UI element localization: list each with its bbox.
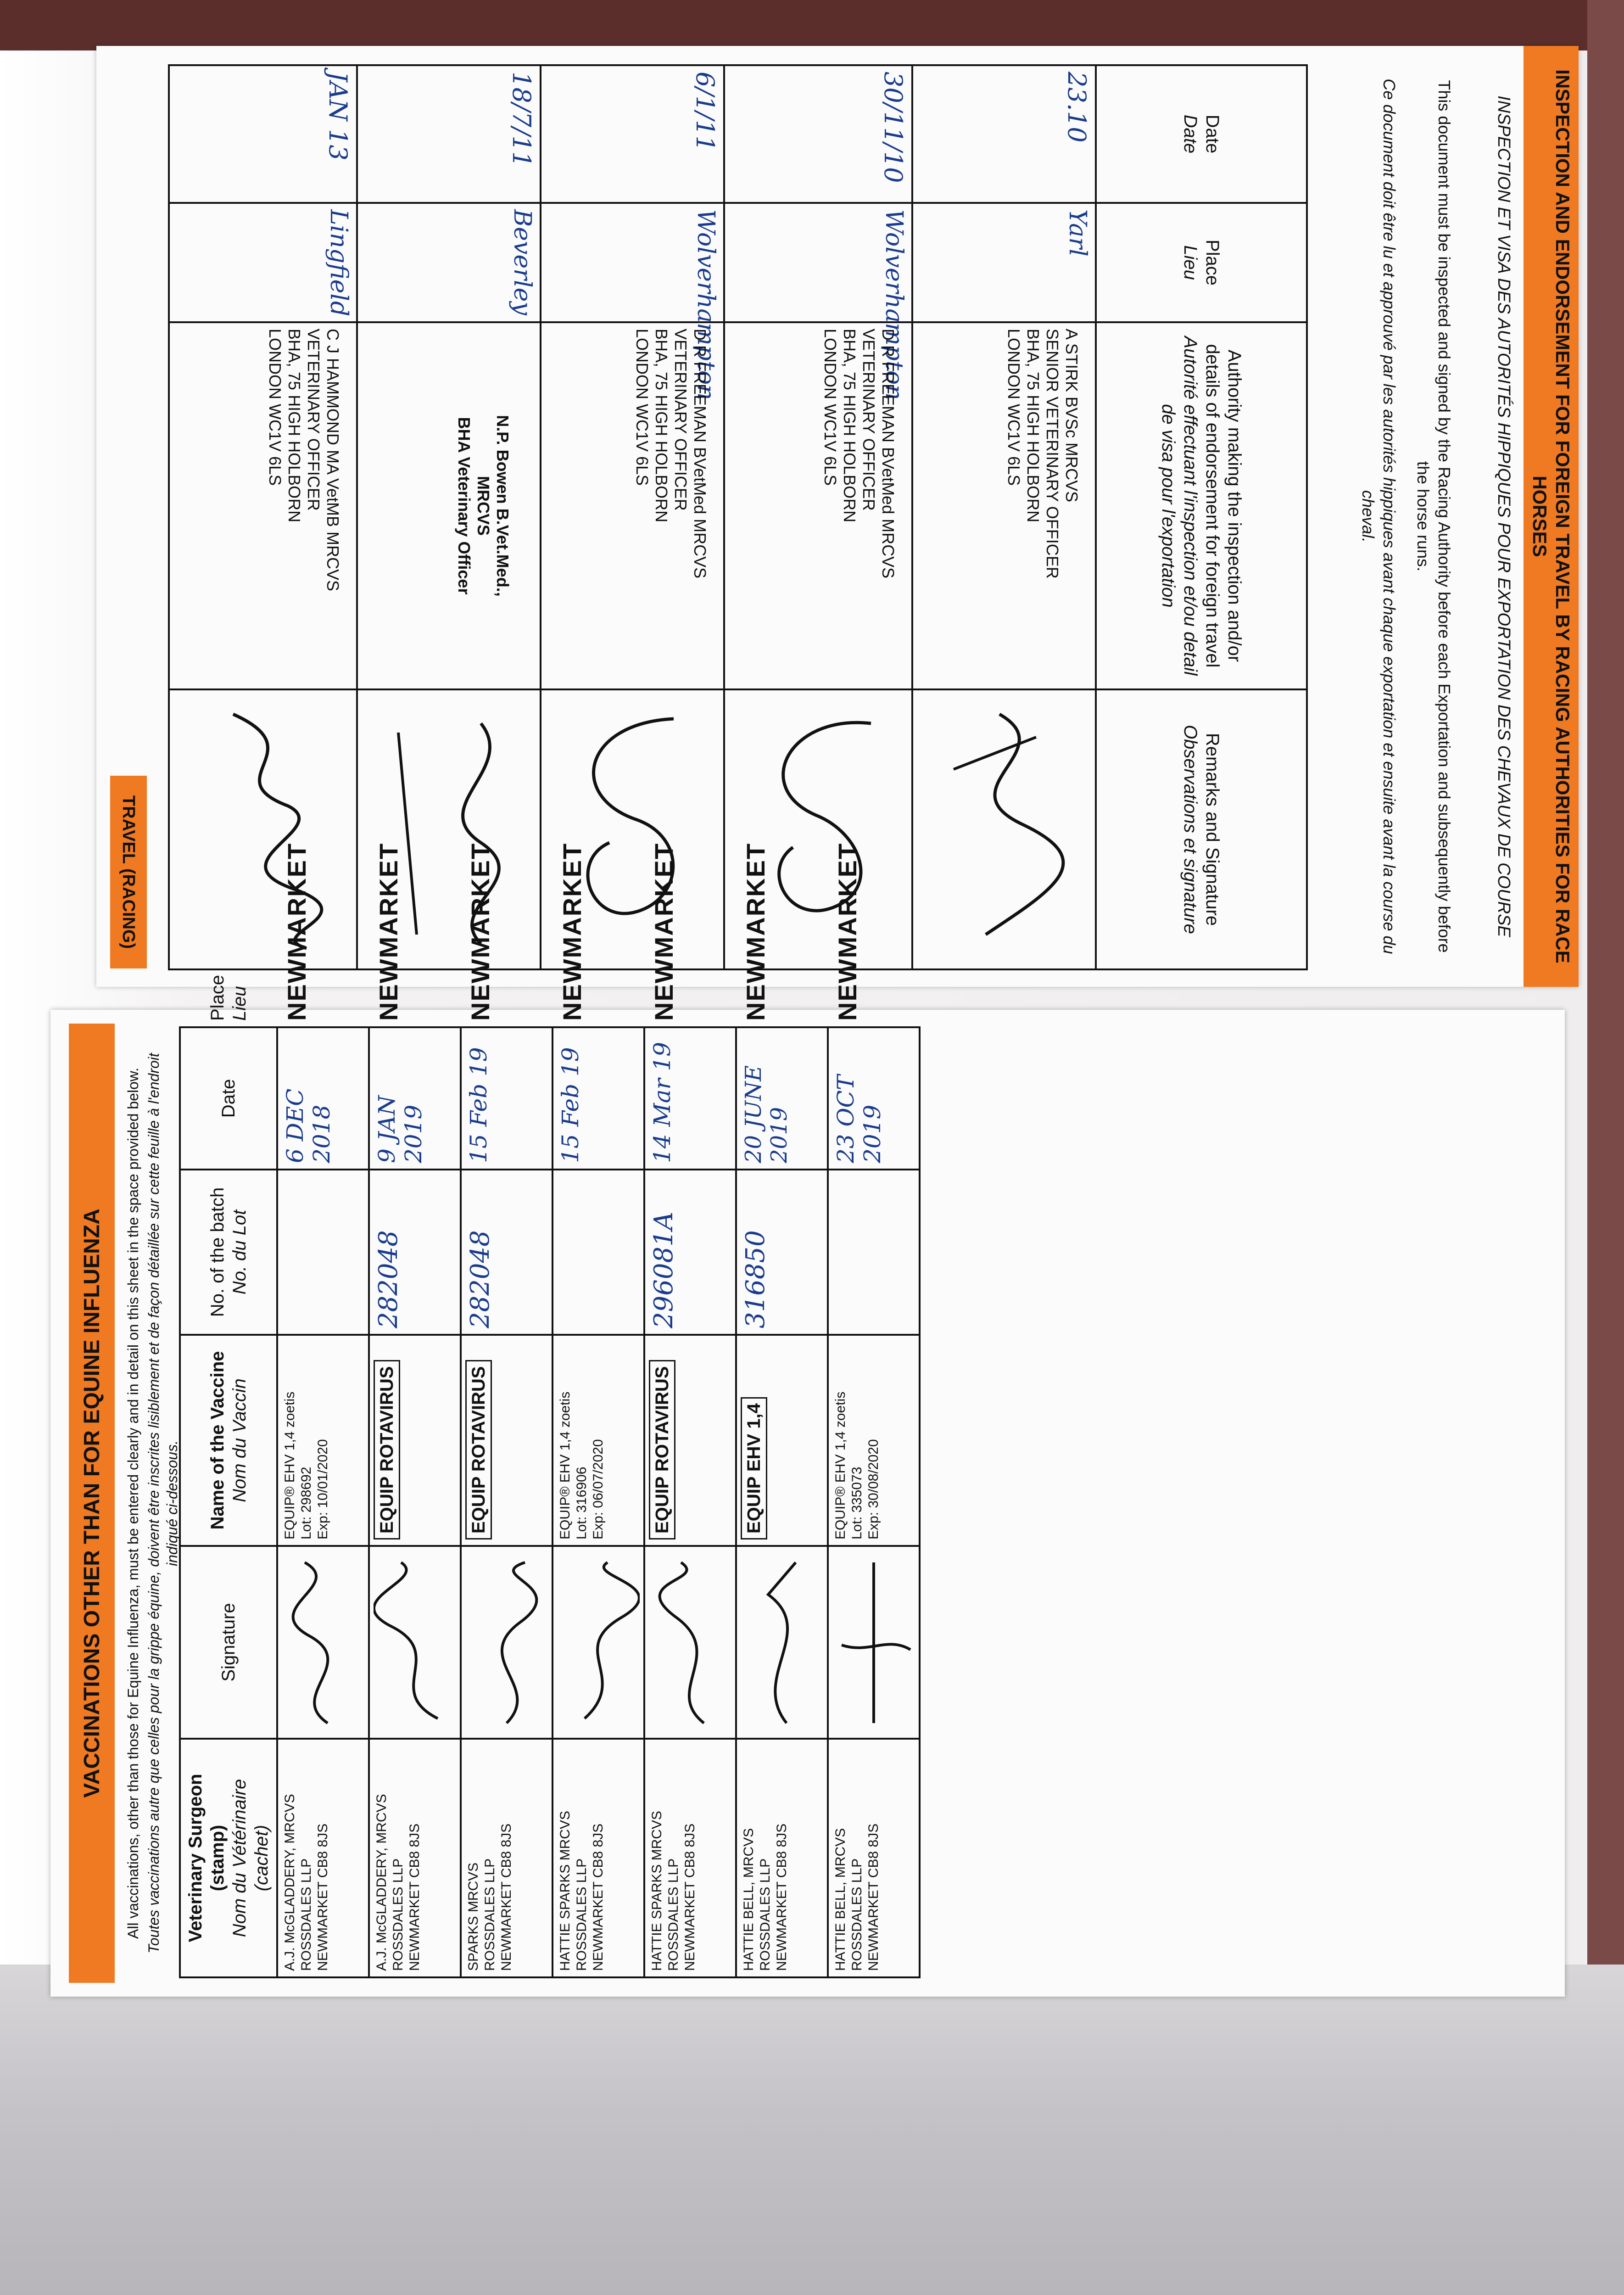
vet-stamp: HATTIE BELL, MRCVS ROSSDALES LLP NEWMARKET CB8 8JS — [736, 1739, 828, 1977]
vet-signature — [277, 1546, 369, 1739]
header-authority: Authority making the inspection and/or details of endorsement for foreign travel Autorité effectuant l'inspection et/ou detail de visa pour l'exportation — [1096, 322, 1307, 689]
vaccination-row — [277, 1027, 369, 1977]
travel-inspection-table — [168, 64, 1308, 970]
travel-page-title: INSPECTION AND ENDORSEMENT FOR FOREIGN TRAVEL BY RACING AUTHORITIES FOR RACE HORSES — [1524, 46, 1579, 987]
vet-signature — [369, 1546, 461, 1739]
batch-number: 282048 — [461, 1170, 552, 1335]
vaccinations-page-content — [50, 974, 1565, 1997]
inspection-date: JAN 13 — [169, 65, 357, 203]
inspection-authority-stamp: N.P. Bowen B.Vet.Med., MRCVS BHA Veterinary Officer — [357, 322, 541, 689]
header-signature: Signature — [180, 1546, 277, 1739]
vaccine-label: EQUIP ROTAVIRUS — [369, 1335, 461, 1546]
inspection-signature — [912, 689, 1096, 969]
batch-number — [828, 1170, 920, 1335]
header-vaccine: Name of the Vaccine Nom du Vaccin — [180, 1335, 277, 1546]
vet-signature — [552, 1546, 644, 1739]
batch-number — [277, 1170, 369, 1335]
signature-mark — [649, 1553, 731, 1732]
batch-number: 316850 — [736, 1170, 828, 1335]
inspection-place: Beverley — [357, 203, 541, 322]
signature-mark — [282, 1553, 364, 1732]
vaccination-date: 20 JUNE 2019 — [736, 1027, 828, 1170]
vaccination-row — [828, 1027, 920, 1977]
inspection-authority-stamp: D R FREEMAN BVetMed MRCVS VETERINARY OFFICER BHA, 75 HIGH HOLBORN LONDON WC1V 6LS — [541, 322, 724, 689]
inspection-place: Yarl — [912, 203, 1096, 322]
vaccination-instruction-en: All vaccinations, other than those for Equine Influenza, must be entered clearly and in detail on this sheet in the space provided below. — [125, 1067, 141, 1939]
vaccination-date: 23 OCT 2019 — [828, 1027, 920, 1170]
signature-mark — [557, 1553, 640, 1732]
vet-signature — [736, 1546, 828, 1739]
vaccination-row — [644, 1027, 736, 1977]
vaccine-label: EQUIP® EHV 1,4 zoetis Lot: 316906 Exp: 06/07/2020 — [552, 1335, 644, 1546]
inspection-signature — [169, 689, 357, 969]
vet-stamp: A.J. McGLADDERY, MRCVS ROSSDALES LLP NEWMARKET CB8 8JS — [277, 1739, 369, 1977]
vet-stamp: HATTIE SPARKS MRCVS ROSSDALES LLP NEWMARKET CB8 8JS — [552, 1739, 644, 1977]
vaccination-row — [736, 1027, 828, 1977]
header-batch: No. of the batch No. du Lot — [180, 1170, 277, 1335]
header-date: Date — [180, 1027, 277, 1170]
vaccine-label: EQUIP® EHV 1,4 zoetis Lot: 298692 Exp: 10/01/2020 — [277, 1335, 369, 1546]
travel-title-fr: INSPECTION ET VISA DES AUTORITÉS HIPPIQUES POUR EXPORTATION DES CHEVAUX DE COURSE — [1494, 95, 1513, 937]
inspection-place: Wolverhampton — [724, 203, 912, 322]
header-vet: Veterinary Surgeon (stamp) Nom du Vétérinaire (cachet) — [180, 1739, 277, 1977]
vaccination-instruction-fr: Toutes vaccinations autre que celles pour la grippe équine, doivent être inscrites lisiblement et de façon détaillée sur cette feuille à l'endroit indiqué ci-dessous. — [145, 1053, 180, 1954]
inspection-authority-stamp: C J HAMMOND MA VetMB MRCVS VETERINARY OFFICER BHA, 75 HIGH HOLBORN LONDON WC1V 6LS — [169, 322, 357, 689]
vet-signature — [644, 1546, 736, 1739]
vaccination-date: 15 Feb 19 — [552, 1027, 644, 1170]
header-date: Date Date — [1096, 65, 1307, 203]
inspection-row — [169, 65, 357, 969]
inspection-date: 23.10 — [912, 65, 1096, 203]
vaccine-label: EQUIP ROTAVIRUS — [461, 1335, 552, 1546]
inspection-row — [541, 65, 724, 969]
inspection-date: 18/7/11 — [357, 65, 541, 203]
vet-signature — [461, 1546, 552, 1739]
vaccination-date: 15 Feb 19 — [461, 1027, 552, 1170]
vaccination-row — [552, 1027, 644, 1977]
vaccinations-page — [50, 974, 1565, 1997]
batch-number — [552, 1170, 644, 1335]
vaccination-row — [369, 1027, 461, 1977]
vet-stamp: A.J. McGLADDERY, MRCVS ROSSDALES LLP NEWMARKET CB8 8JS — [369, 1739, 461, 1977]
travel-instruction-fr: Ce document doit être lu et approuvé par les autorités hippiques avant chaque exportation et ensuite avant la course du cheval. — [1359, 78, 1399, 954]
inspection-row — [357, 65, 541, 969]
signature-mark — [917, 696, 1091, 962]
binder-cover-bottom — [0, 1965, 1624, 2295]
header-place: Place Lieu — [1096, 203, 1307, 322]
inspection-date: 30/11/10 — [724, 65, 912, 203]
travel-racing-tab: TRAVEL (RACING) — [110, 776, 147, 968]
signature-mark — [374, 1553, 456, 1732]
vaccination-table: Veterinary Surgeon (stamp) Nom du Vétérinaire (cachet) Signature Name of the Vaccine Nom du Vaccin No. of the batch No. du Lot Date Place Lieu A.J. McGLADDERY, MRCVS ROSSDALES LLP NEWMARKET CB8 8JS EQUIP® EHV 1,4 zoetis Lot: 298692 Exp: 10/01/2020 6 DEC 2018 A.J. McGLADDERY, MRCVS ROSSDALES LLP NEWMARKET CB8 8JS EQUIP ROTAVIRUS 282048 9 JAN 2019 SPARKS MRCVS ROSSDALES LLP NEWMARKET CB8 8JS EQUIP ROTAVIRUS 282048 15 Feb 19 HATTIE SPARKS MRCVS ROSSDALES LLP NEWMARKET CB8 8JS EQUIP® EHV 1,4 zoetis Lot: 316906 Exp: 06/07/2020 15 Feb 19 HATTIE SPARKS MRCVS ROSSDALES LLP NEWMARKET CB8 8JS EQUIP ROTAVIRUS 296081A 14 Mar 19 HATTIE BELL, MRCVS ROSSDALES LLP NEWMARKET CB8 8JS EQUIP EHV 1,4 316850 20 JUNE 2019 HATTIE BELL, MRCVS ROSSDALES LLP NEWMARKET CB8 8JS EQUIP® EHV 1,4 zoetis Lot: 335073 Exp: 30/08/2020 23 OCT 2019 — [179, 1026, 921, 1978]
inspection-place: Lingfield — [169, 203, 357, 322]
inspection-authority-stamp: D R FREEMAN BVetMed MRCVS VETERINARY OFFICER BHA, 75 HIGH HOLBORN LONDON WC1V 6LS — [724, 322, 912, 689]
binder-edge-right — [1587, 0, 1624, 1974]
signature-mark — [178, 696, 352, 962]
travel-instruction-en: This document must be inspected and signed by the Racing Authority before each Exportation and subsequently before the horse runs. — [1414, 80, 1454, 953]
vet-stamp: HATTIE SPARKS MRCVS ROSSDALES LLP NEWMARKET CB8 8JS — [644, 1739, 736, 1977]
batch-number: 282048 — [369, 1170, 461, 1335]
inspection-row — [724, 65, 912, 969]
vaccine-label: EQUIP® EHV 1,4 zoetis Lot: 335073 Exp: 30/08/2020 — [828, 1335, 920, 1546]
batch-number: 296081A — [644, 1170, 736, 1335]
inspection-date: 6/1/11 — [541, 65, 724, 203]
vet-stamp: HATTIE BELL, MRCVS ROSSDALES LLP NEWMARKET CB8 8JS — [828, 1739, 920, 1977]
vaccination-row — [461, 1027, 552, 1977]
binder-edge-top — [0, 0, 1624, 50]
header-remarks: Remarks and Signature Observations et signature — [1096, 689, 1307, 969]
vet-stamp: SPARKS MRCVS ROSSDALES LLP NEWMARKET CB8 8JS — [461, 1739, 552, 1977]
inspection-authority-stamp: A STIRK BVSc MRCVS SENIOR VETERINARY OFFICER BHA, 75 HIGH HOLBORN LONDON WC1V 6LS — [912, 322, 1096, 689]
vaccination-date: 14 Mar 19 — [644, 1027, 736, 1170]
signature-mark — [832, 1553, 915, 1732]
vaccine-label: EQUIP EHV 1,4 — [736, 1335, 828, 1546]
inspection-place: Wolverhampton — [541, 203, 724, 322]
vaccine-label: EQUIP ROTAVIRUS — [644, 1335, 736, 1546]
signature-mark — [465, 1553, 548, 1732]
vet-signature — [828, 1546, 920, 1739]
vaccination-date: 9 JAN 2019 — [369, 1027, 461, 1170]
inspection-row — [912, 65, 1096, 969]
signature-mark — [741, 1553, 823, 1732]
vaccinations-page-title: VACCINATIONS OTHER THAN FOR EQUINE INFLUENZA — [69, 1024, 115, 1983]
vaccination-date: 6 DEC 2018 — [277, 1027, 369, 1170]
